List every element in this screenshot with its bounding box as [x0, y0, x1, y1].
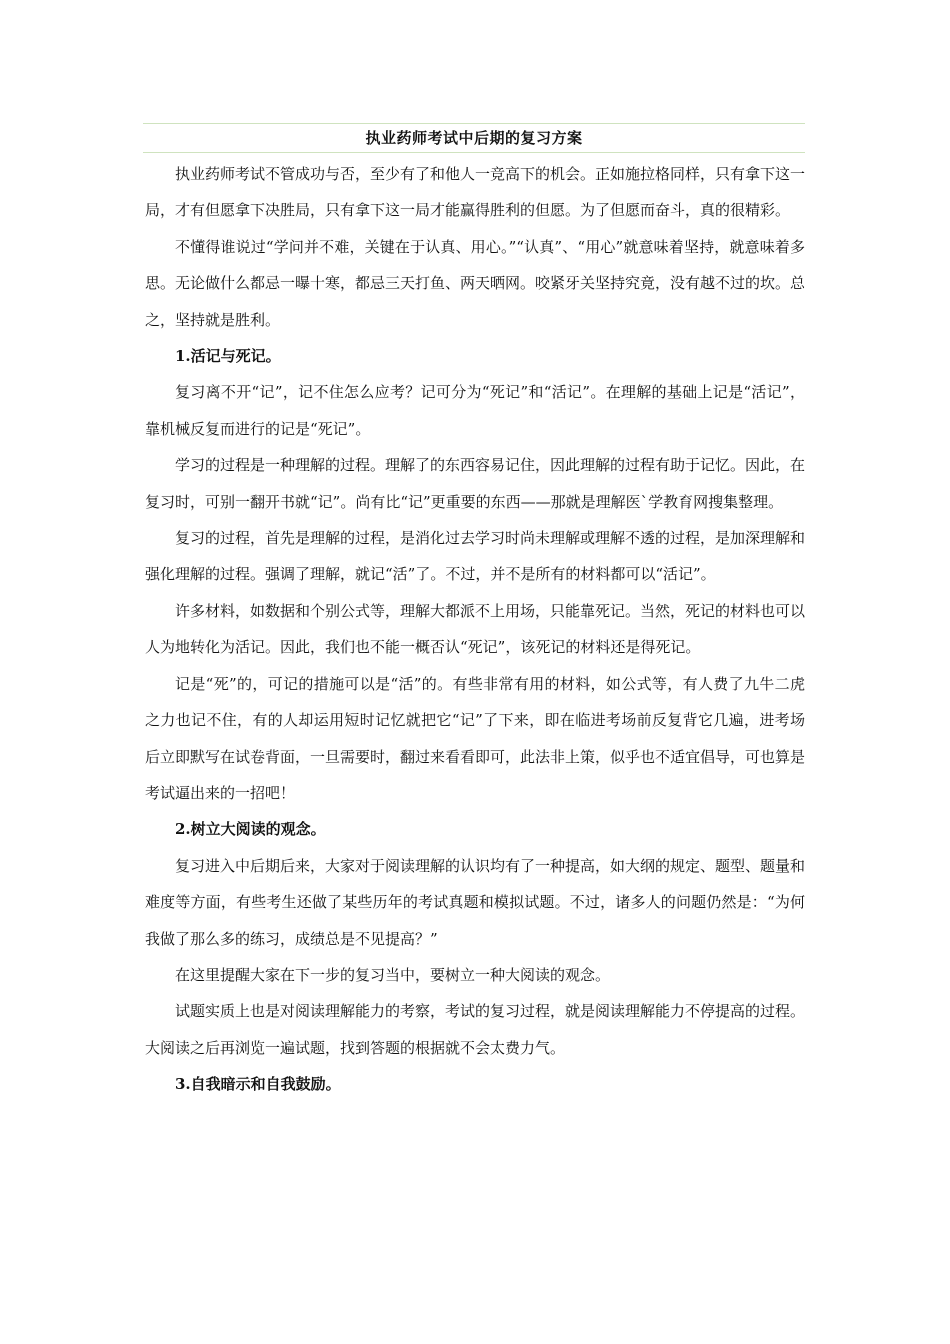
paragraph: 在这里提醒大家在下一步的复习当中，要树立一种大阅读的观念。	[175, 965, 611, 984]
document-title: 执业药师考试中后期的复习方案	[365, 129, 583, 147]
paragraph: 复习的过程，首先是理解的过程，是消化过去学习时尚未理解或理解不透的过程，是加深理解和强化理解的过程。强调了理解，就记“活”了。不过，并不是所有的材料都可以“活记”。	[145, 529, 806, 584]
document-body	[145, 156, 805, 1103]
section-heading: 3.自我暗示和自我鼓励。	[175, 1075, 341, 1094]
paragraph: 执业药师考试不管成功与否，至少有了和他人一竞高下的机会。正如施拉格同样，只有拿下这一局，才有但愿拿下决胜局，只有拿下这一局才能赢得胜利的但愿。为了但愿而奋斗，真的很精彩。	[145, 165, 806, 220]
paragraph: 试题实质上也是对阅读理解能力的考察，考试的复习过程，就是阅读理解能力不停提高的过程。大阅读之后再浏览一遍试题，找到答题的根据就不会太费力气。	[145, 1002, 806, 1057]
paragraph: 不懂得谁说过“学问并不难，关键在于认真、用心。”“认真”、“用心”就意味着坚持，就意味着多思。无论做什么都忌一曝十寒，都忌三天打鱼、两天晒网。咬紧牙关坚持究竟，没有越不过的坎。总之，坚持就是胜利。	[145, 237, 806, 329]
paragraph: 复习进入中后期后来，大家对于阅读理解的认识均有了一种提高，如大纲的规定、题型、题量和难度等方面，有些考生还做了某些历年的考试真题和模拟试题。不过，诸多人的问题仍然是：“为何我做了那么多的练习，成绩总是不见提高？”	[145, 856, 806, 948]
paragraph: 记是“死”的，可记的措施可以是“活”的。有些非常有用的材料，如公式等，有人费了九牛二虎之力也记不住，有的人却运用短时记忆就把它“记”了下来，即在临进考场前反复背它几遍，进考场后立即默写在试卷背面，一旦需要时，翻过来看看即可，此法非上策，似乎也不适宜倡导，可也算是考试逼出来的一招吧！	[145, 674, 806, 802]
section-heading: 1.活记与死记。	[175, 347, 281, 366]
paragraph: 复习离不开“记”，记不住怎么应考？记可分为“死记”和“活记”。在理解的基础上记是“活记”，靠机械反复而进行的记是“死记”。	[145, 383, 805, 438]
section-heading: 2.树立大阅读的观念。	[175, 820, 326, 839]
paragraph: 许多材料，如数据和个别公式等，理解大都派不上用场，只能靠死记。当然，死记的材料也可以人为地转化为活记。因此，我们也不能一概否认“死记”，该死记的材料还是得死记。	[145, 601, 806, 657]
paragraph: 学习的过程是一种理解的过程。理解了的东西容易记住，因此理解的过程有助于记忆。因此，在复习时，可别一翻开书就“记”。尚有比“记”更重要的东西——那就是理解医`学教育网搜集整理。	[145, 456, 806, 511]
title-block	[143, 123, 805, 153]
